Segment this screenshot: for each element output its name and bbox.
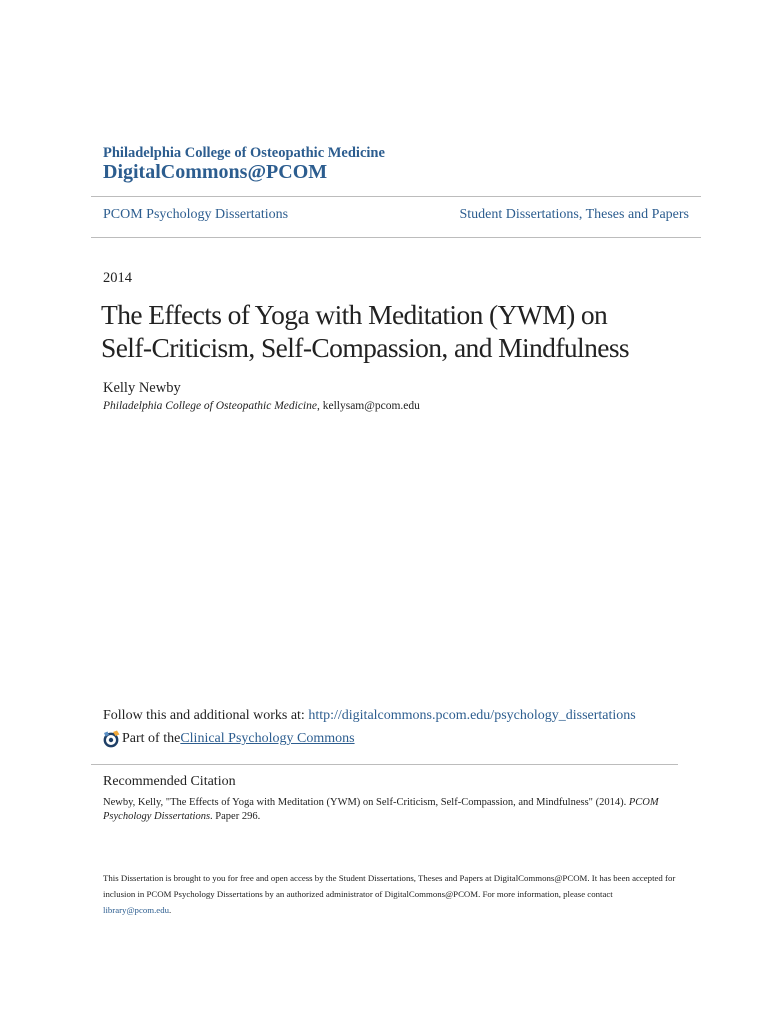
access-notice (103, 870, 683, 918)
network-commons-icon (101, 729, 121, 749)
citation-body: Newby, Kelly, "The Effects of Yoga with Meditation (YWM) on Self-Criticism, Self-Compassion, and Mindfulness" (2014). (103, 797, 629, 808)
header-divider-bottom (91, 237, 701, 238)
citation-divider (91, 764, 678, 765)
psychology-dissertations-link[interactable]: PCOM Psychology Dissertations (103, 207, 289, 222)
access-notice-text: This Dissertation is brought to you for free and open access by the Student Dissertations, Theses and Papers at DigitalCommons@PCOM. It has been accepted for inclusion in PCOM Psychology Dissertations by an authorized administrator of DigitalCommons@PCOM. For more information, please contact (103, 873, 676, 899)
title-line-1: The Effects of Yoga with Meditation (YWM) on (101, 299, 608, 330)
institution-name[interactable]: Philadelphia College of Osteopathic Medicine (103, 145, 385, 161)
follow-url-link[interactable]: http://digitalcommons.pcom.edu/psychology_dissertations (308, 708, 636, 723)
follow-line (103, 708, 636, 724)
affiliation-name: Philadelphia College of Osteopathic Medicine (103, 400, 317, 412)
header-divider-top (91, 196, 701, 197)
citation-text (103, 796, 683, 824)
part-of-label: Part of the (122, 731, 181, 746)
title-line-2: Self-Criticism, Self-Compassion, and Mindfulness (101, 332, 630, 363)
repository-name[interactable]: DigitalCommons@PCOM (103, 161, 328, 183)
part-of-line (101, 729, 355, 749)
paper-title (101, 298, 721, 364)
citation-series: PCOM Psychology Dissertations (103, 797, 659, 822)
author-affiliation (103, 400, 420, 412)
affiliation-separator: , (316, 400, 323, 412)
student-dissertations-link[interactable]: Student Dissertations, Theses and Papers (459, 207, 689, 222)
author-name: Kelly Newby (103, 380, 181, 396)
recommended-citation-heading: Recommended Citation (103, 774, 236, 789)
clinical-psychology-commons-link[interactable]: Clinical Psychology Commons (180, 731, 355, 746)
publication-year: 2014 (103, 270, 132, 286)
follow-label: Follow this and additional works at: (103, 708, 309, 723)
access-notice-end: . (169, 905, 172, 915)
author-email: kellysam@pcom.edu (322, 400, 420, 412)
citation-suffix: . Paper 296. (210, 811, 261, 822)
library-email-link[interactable]: library@pcom.edu (103, 905, 169, 915)
